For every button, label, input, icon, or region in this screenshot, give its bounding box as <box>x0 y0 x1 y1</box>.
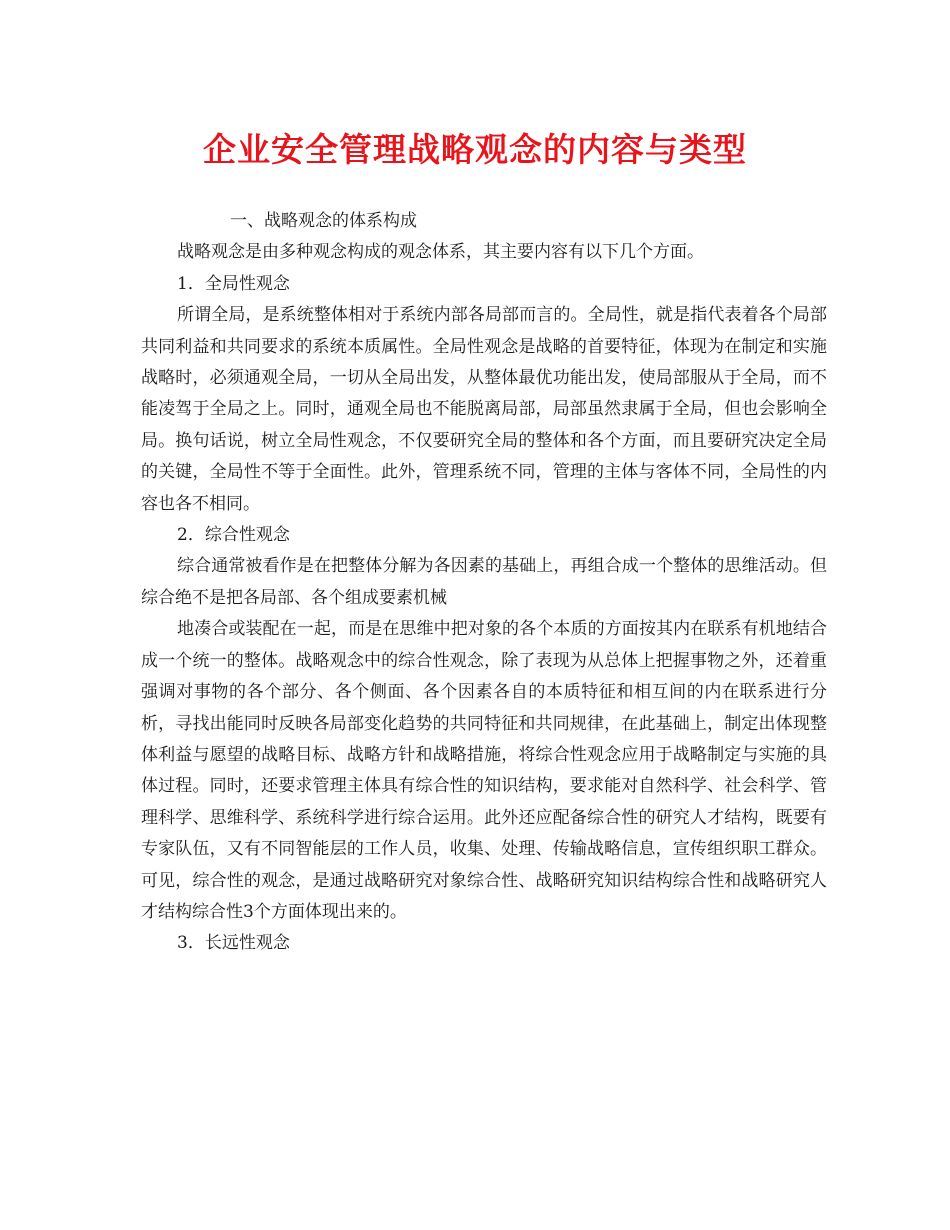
paragraph: 所谓全局，是系统整体相对于系统内部各局部而言的。全局性，就是指代表着各个局部共同利益和共同要求的系统本质属性。全局性观念是战略的首要特征，体现为在制定和实施战略时，必须通观全局，一切从全局出发，从整体最优功能出发，使局部服从于全局，而不能凌驾于全局之上。同时，通观全局也不能脱离局部，局部虽然隶属于全局，但也会影响全局。换句话说，树立全局性观念，不仅要研究全局的整体和各个方面，而且要研究决定全局的关键，全局性不等于全面性。此外，管理系统不同，管理的主体与客体不同，全局性的内容也各不相同。 <box>141 305 827 514</box>
subheading: 1．全局性观念 <box>177 273 290 294</box>
subheading: 3．长远性观念 <box>177 933 290 954</box>
paragraph: 综合通常被看作是在把整体分解为各因素的基础上，再组合成一个整体的思维活动。但综合绝不是把各局部、各个组成要素机械 <box>141 556 827 608</box>
document-body <box>141 206 827 960</box>
document-title: 企业安全管理战略观念的内容与类型 <box>203 130 747 169</box>
paragraph: 战略观念是由多种观念构成的观念体系，其主要内容有以下几个方面。 <box>177 242 704 263</box>
section-heading: 一、战略观念的体系构成 <box>230 211 417 231</box>
subheading: 2．综合性观念 <box>177 525 290 546</box>
paragraph: 地凑合或装配在一起，而是在思维中把对象的各个本质的方面按其内在联系有机地结合成一个统一的整体。战略观念中的综合性观念，除了表现为从总体上把握事物之外，还着重强调对事物的各个部分、各个侧面、各个因素各自的本质特征和相互间的内在联系进行分析，寻找出能同时反映各局部变化趋势的共同特征和共同规律，在此基础上，制定出体现整体利益与愿望的战略目标、战略方针和战略措施，将综合性观念应用于战略制定与实施的具体过程。同时，还要求管理主体具有综合性的知识结构，要求能对自然科学、社会科学、管理科学、思维科学、系统科学进行综合运用。此外还应配备综合性的研究人才结构，既要有专家队伍，又有不同智能层的工作人员，收集、处理、传输战略信息，宣传组织职工群众。可见，综合性的观念，是通过战略研究对象综合性、战略研究知识结构综合性和战略研究人才结构综合性3个方面体现出来的。 <box>141 619 827 922</box>
